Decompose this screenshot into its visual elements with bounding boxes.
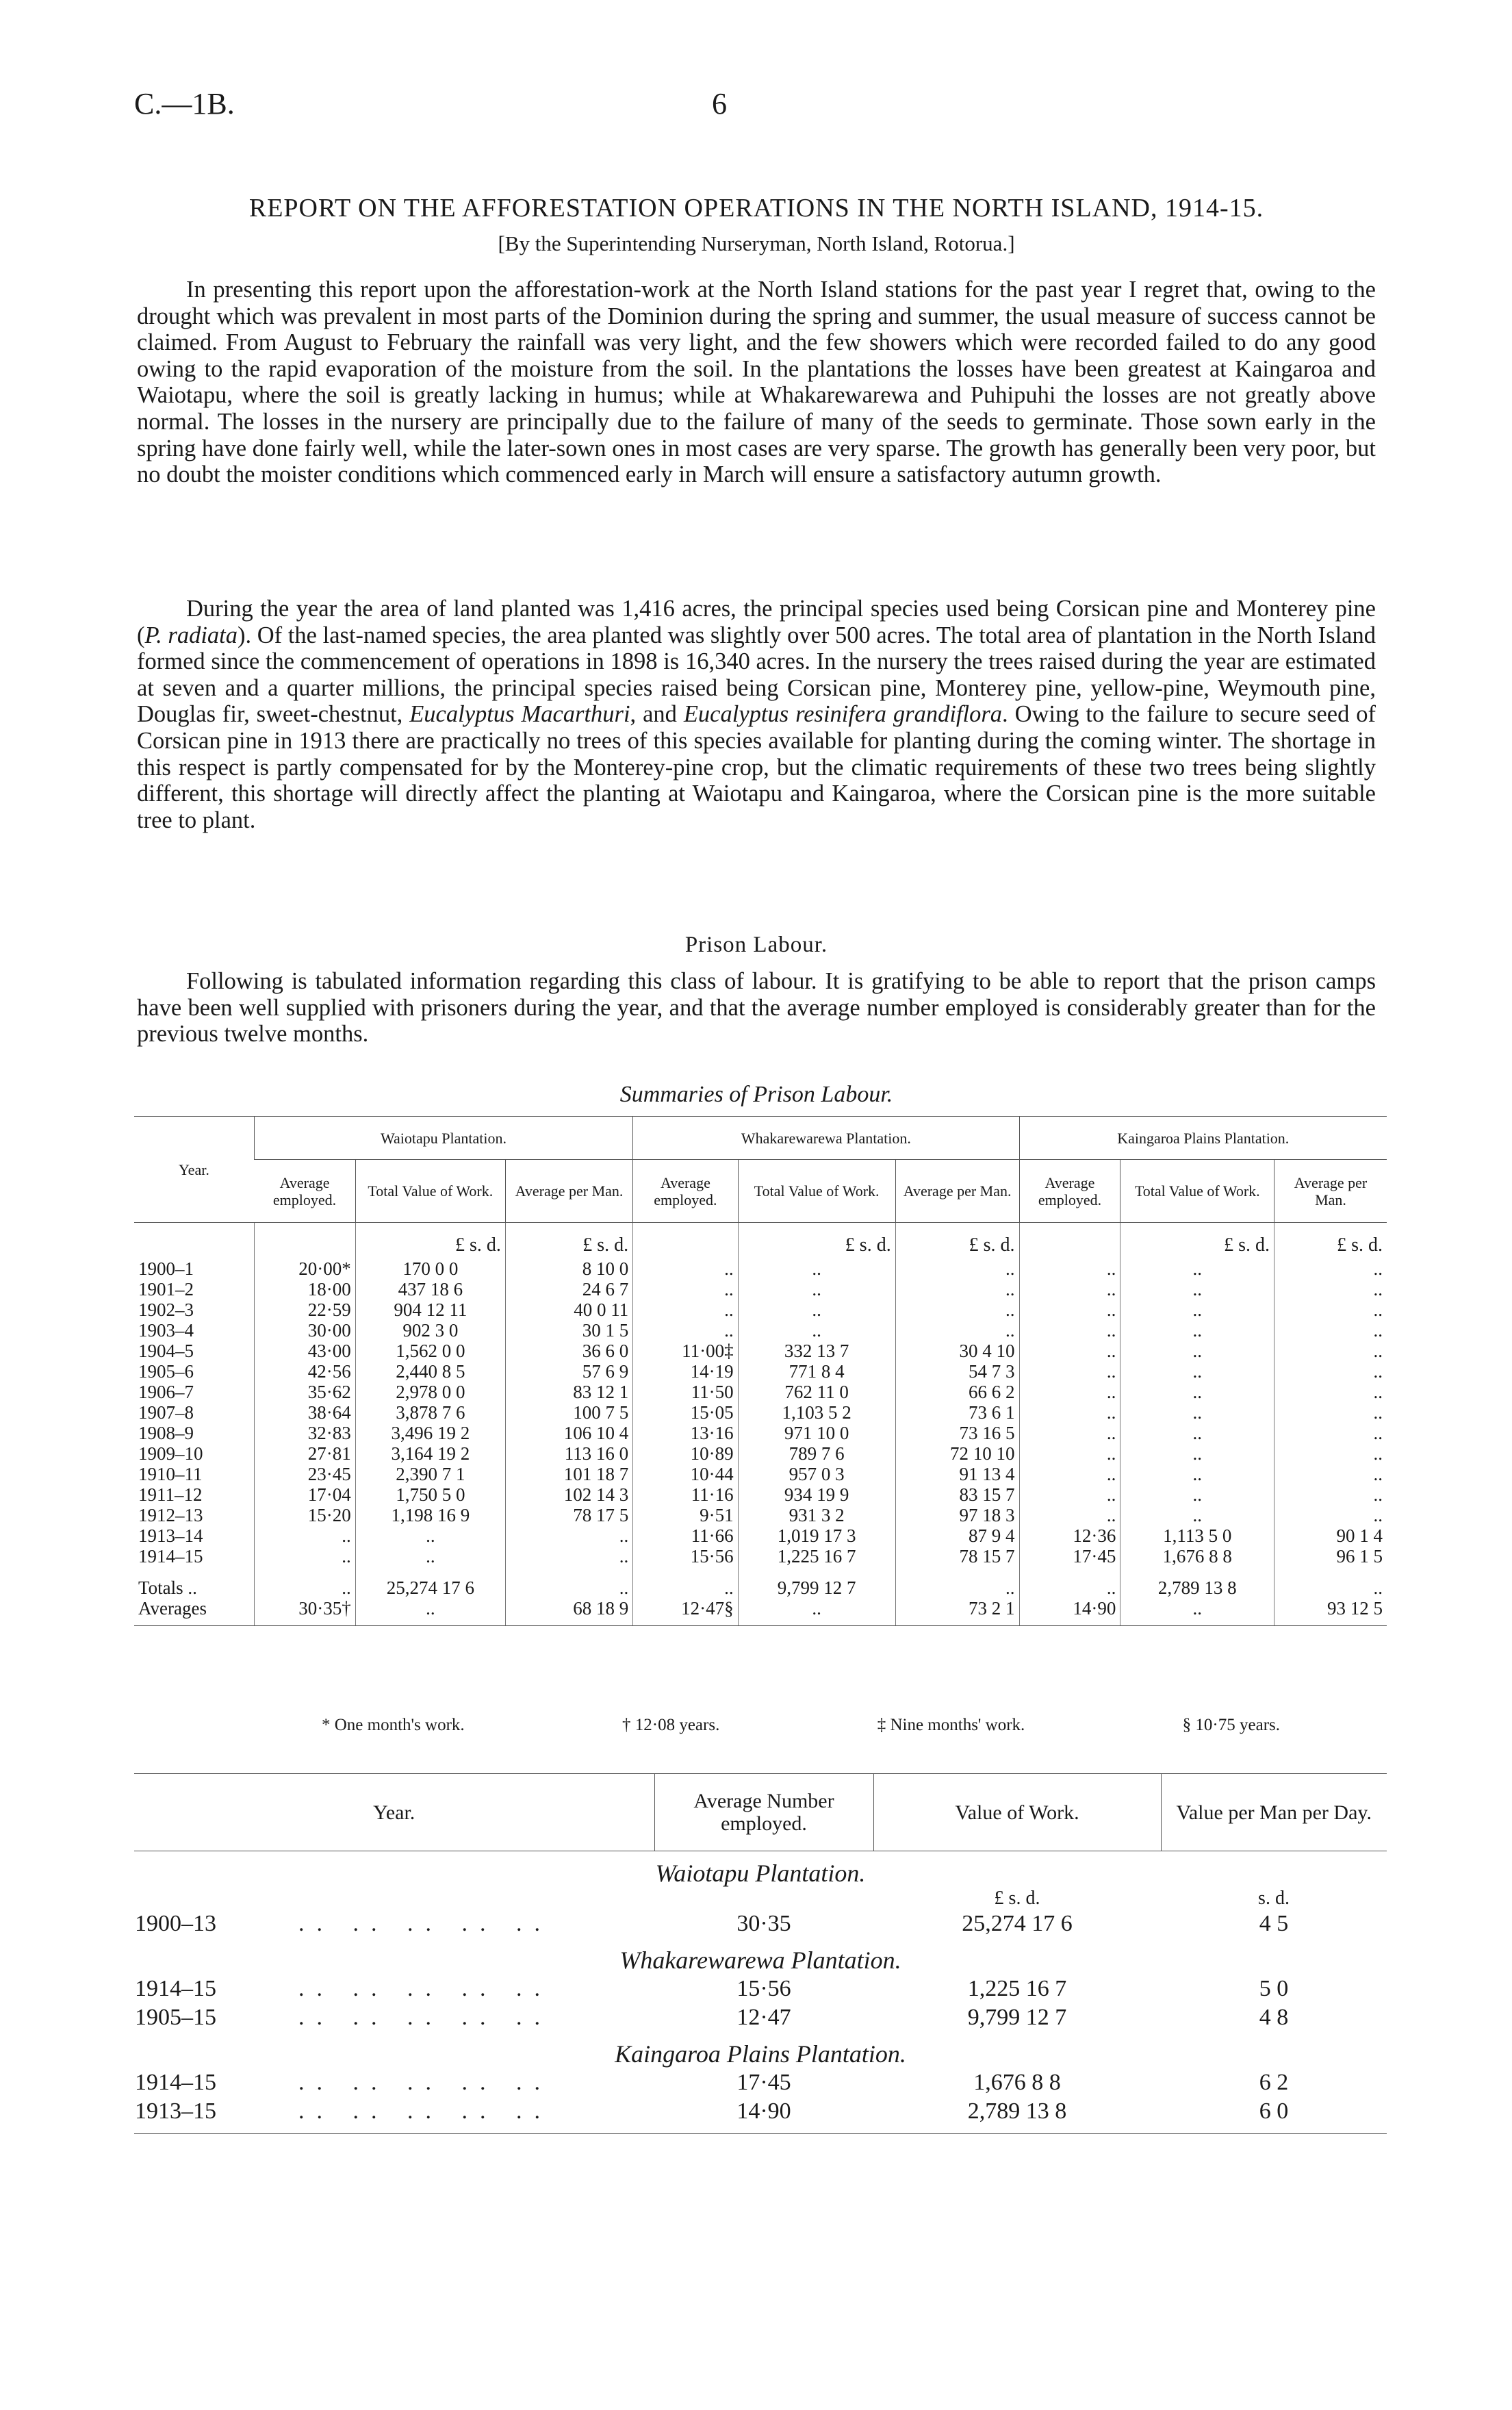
cell-w-employed: .. xyxy=(254,1566,355,1598)
paragraph-2-part-a: During the year the area of land planted was 1,416 acres, the principal species used being Corsican pine and Monterey pine ( xyxy=(137,596,1376,648)
cell-wh-employed: 10·44 xyxy=(633,1464,738,1484)
cell-year: 1908–9 xyxy=(138,1423,194,1443)
cell-w-per-man: 36 6 0 xyxy=(505,1341,632,1361)
table-row xyxy=(134,1443,1387,1464)
cell-k-total: .. xyxy=(1120,1382,1274,1402)
cell-w-employed: 22·59 xyxy=(254,1299,355,1320)
cell-wh-employed: 15·56 xyxy=(633,1546,738,1566)
report-title: REPORT ON THE AFFORESTATION OPERATIONS IN THE NORTH ISLAND, 1914-15. xyxy=(248,194,1264,223)
cell-w-total: .. xyxy=(355,1598,505,1626)
cell-year: 1902–3 xyxy=(138,1299,194,1320)
paragraph-1 xyxy=(137,277,1376,488)
cell-k-employed: .. xyxy=(1019,1505,1120,1525)
cell-k-total: .. xyxy=(1120,1361,1274,1382)
t2-cell-per-day: 6 0 xyxy=(1161,2097,1387,2134)
t2-year-value: 1914–15 xyxy=(135,2070,216,2095)
cell-wh-total: 332 13 7 xyxy=(738,1341,895,1361)
t2-cell-per-day: 6 2 xyxy=(1259,2070,1289,2095)
cell-w-per-man: 100 7 5 xyxy=(505,1402,632,1423)
t2-year-header: Year. xyxy=(134,1774,654,1851)
t2-leader-dots: .. .. .. .. .. xyxy=(298,2098,552,2124)
paragraph-3-text: Following is tabulated information regarding this class of labour. It is gratifying to be able to report that the prison camps have been well supplied with prisoners during the year, and that the average number employed is considerably greater than for the previous twelve months. xyxy=(137,968,1376,1048)
col-total-value: Total Value of Work. xyxy=(738,1160,895,1223)
cell-w-per-man: 8 10 0 xyxy=(505,1258,632,1279)
cell-wh-total: 9,799 12 7 xyxy=(738,1566,895,1598)
paragraph-2-part-b: ). Of the last-named species, the area planted was slightly over 500 acres. The total area of plantation in the North Island formed since the commencement of operations in 1898 is 16,340 acres. In the nursery the trees raised during the year are estimated at seven and a quarter millions, the principal species raised being Corsican pine, Monterey pine, yellow-pine, Weymouth pine, Douglas fir, sweet-chestnut, xyxy=(137,622,1376,728)
cell-k-per-man: .. xyxy=(1274,1299,1387,1320)
group-waiotapu: Waiotapu Plantation. xyxy=(254,1117,632,1160)
table-footnotes xyxy=(322,1716,1280,1735)
page-number: 6 xyxy=(712,87,727,120)
t2-year-value: 1914–15 xyxy=(135,1976,216,2001)
cell-w-employed: 38·64 xyxy=(254,1402,355,1423)
cell-wh-total: .. xyxy=(738,1320,895,1341)
t2-cell-year xyxy=(134,1975,654,2003)
col-average-employed: Average employed. xyxy=(254,1160,355,1223)
footnote: † 12·08 years. xyxy=(622,1716,720,1734)
cell-wh-per-man: .. xyxy=(895,1320,1019,1341)
cell-w-per-man: 106 10 4 xyxy=(505,1423,632,1443)
cell-year: 1913–14 xyxy=(138,1525,203,1546)
t2-cell-employed: 30·35 xyxy=(736,1911,791,1936)
cell-k-employed: .. xyxy=(1019,1341,1120,1361)
cell-w-total: 3,496 19 2 xyxy=(355,1423,505,1443)
table-row xyxy=(134,1525,1387,1546)
t2-cell-year xyxy=(134,1910,654,1938)
t2-row xyxy=(134,2097,1387,2134)
t2-leader-dots: .. .. .. .. .. xyxy=(298,2005,552,2030)
cell-wh-per-man: 54 7 3 xyxy=(895,1361,1019,1382)
table-row xyxy=(134,1402,1387,1423)
col-average-per-man: Average per Man. xyxy=(895,1160,1019,1223)
cell-wh-per-man: 91 13 4 xyxy=(895,1464,1019,1484)
cell-w-per-man: 102 14 3 xyxy=(505,1484,632,1505)
cell-k-employed: .. xyxy=(1019,1484,1120,1505)
t2-value-header: Value of Work. xyxy=(873,1774,1161,1851)
t2-per-day-header: Value per Man per Day. xyxy=(1161,1774,1387,1851)
cell-wh-per-man: 83 15 7 xyxy=(895,1484,1019,1505)
t2-row xyxy=(134,2068,1387,2097)
cell-wh-employed: .. xyxy=(633,1258,738,1279)
cell-k-per-man: .. xyxy=(1274,1566,1387,1598)
cell-wh-per-man: 87 9 4 xyxy=(895,1525,1019,1546)
cell-k-total: .. xyxy=(1120,1598,1274,1626)
t2-cell-employed: 12·47 xyxy=(736,2005,791,2030)
cell-k-total: .. xyxy=(1120,1464,1274,1484)
cell-year: 1906–7 xyxy=(138,1382,194,1402)
unit-label: £ s. d. xyxy=(505,1223,632,1259)
table-row xyxy=(134,1258,1387,1279)
cell-k-total: .. xyxy=(1120,1299,1274,1320)
cell-k-total: .. xyxy=(1120,1279,1274,1299)
cell-w-per-man: 101 18 7 xyxy=(505,1464,632,1484)
cell-wh-per-man: 73 16 5 xyxy=(895,1423,1019,1443)
cell-k-per-man: .. xyxy=(1274,1361,1387,1382)
unit-label: £ s. d. xyxy=(1274,1223,1387,1259)
col-total-value: Total Value of Work. xyxy=(355,1160,505,1223)
t2-cell-value: 2,789 13 8 xyxy=(873,2097,1161,2134)
unit-label: £ s. d. xyxy=(355,1223,505,1259)
t2-cell-employed: 14·90 xyxy=(654,2097,873,2134)
t2-cell-per-day: 5 0 xyxy=(1259,1976,1289,2001)
cell-wh-total: 1,225 16 7 xyxy=(738,1546,895,1566)
cell-k-per-man: 90 1 4 xyxy=(1274,1525,1387,1546)
cell-wh-per-man: .. xyxy=(895,1279,1019,1299)
cell-k-total: .. xyxy=(1120,1423,1274,1443)
cell-k-per-man: .. xyxy=(1274,1258,1387,1279)
cell-k-per-man: .. xyxy=(1274,1320,1387,1341)
table-row xyxy=(134,1320,1387,1341)
cell-k-per-man: .. xyxy=(1274,1341,1387,1361)
cell-w-total: 1,750 5 0 xyxy=(355,1484,505,1505)
cell-w-employed: 27·81 xyxy=(254,1443,355,1464)
t2-employed-header: Average Number employed. xyxy=(654,1774,873,1851)
cell-w-total: 904 12 11 xyxy=(355,1299,505,1320)
cell-wh-employed: 12·47§ xyxy=(633,1598,738,1626)
cell-wh-total: 1,019 17 3 xyxy=(738,1525,895,1546)
cell-year: 1910–11 xyxy=(138,1464,203,1484)
cell-w-employed: 15·20 xyxy=(254,1505,355,1525)
t2-row xyxy=(134,2003,1387,2032)
cell-k-total: .. xyxy=(1120,1341,1274,1361)
t2-cell-value: 1,225 16 7 xyxy=(967,1976,1067,2001)
cell-w-per-man: 113 16 0 xyxy=(505,1443,632,1464)
cell-wh-total: 789 7 6 xyxy=(738,1443,895,1464)
paragraph-2-part-c: , and xyxy=(630,701,684,728)
cell-year: 1907–8 xyxy=(138,1402,194,1423)
cell-k-employed: .. xyxy=(1019,1423,1120,1443)
table-row xyxy=(134,1505,1387,1525)
cell-w-per-man: 78 17 5 xyxy=(505,1505,632,1525)
cell-w-per-man: 30 1 5 xyxy=(505,1320,632,1341)
paragraph-1-text: In presenting this report upon the afforestation-work at the North Island stations for the past year I regret that, owing to the drought which was prevalent in most parts of the Dominion during the spring and summer, the usual measure of success cannot be claimed. From August to February the rainfall was very light, and the few showers which were recorded failed to do any good owing to the rapid evaporation of the moisture from the soil. In the plantations the losses have been greatest at Kaingaroa and Waiotapu, where the soil is greatly lacking in humus; while at Whakarewarewa and Puhipuhi the losses are not greatly above normal. The losses in the nursery are principally due to the failure of many of the seeds to germinate. Those sown early in the spring have done fairly well, while the later-sown ones in most cases are very sparse. The growth has generally been very poor, but no doubt the moister conditions which commenced early in March will ensure a satisfactory autumn growth. xyxy=(137,277,1376,488)
cell-year: Totals .. xyxy=(138,1577,197,1598)
cell-w-total: 902 3 0 xyxy=(355,1320,505,1341)
cell-wh-per-man: 66 6 2 xyxy=(895,1382,1019,1402)
cell-k-employed: .. xyxy=(1019,1361,1120,1382)
cell-k-employed: .. xyxy=(1019,1402,1120,1423)
plantation-subheading: Kaingaroa Plains Plantation. xyxy=(615,2040,906,2068)
cell-wh-per-man: 73 2 1 xyxy=(895,1598,1019,1626)
cell-w-employed: 30·35† xyxy=(254,1598,355,1626)
table-row xyxy=(134,1546,1387,1566)
cell-k-per-man: .. xyxy=(1274,1279,1387,1299)
cell-wh-per-man: .. xyxy=(895,1299,1019,1320)
t2-cell-value: 25,274 17 6 xyxy=(962,1911,1073,1936)
cell-w-total: 1,198 16 9 xyxy=(355,1505,505,1525)
cell-wh-employed: 9·51 xyxy=(633,1505,738,1525)
cell-k-employed: .. xyxy=(1019,1299,1120,1320)
cell-year: 1900–1 xyxy=(138,1258,194,1279)
cell-wh-total: 762 11 0 xyxy=(738,1382,895,1402)
t2-row xyxy=(134,1910,1387,1938)
cell-w-total: 1,562 0 0 xyxy=(355,1341,505,1361)
t2-cell-value: 1,676 8 8 xyxy=(973,2070,1061,2095)
unit-label: £ s. d. xyxy=(895,1223,1019,1259)
t2-cell-per-day: 4 5 xyxy=(1259,1911,1289,1936)
cell-w-per-man: .. xyxy=(505,1525,632,1546)
cell-k-total: .. xyxy=(1120,1484,1274,1505)
t2-unit-label: s. d. xyxy=(1258,1888,1290,1909)
cell-wh-per-man: 78 15 7 xyxy=(895,1546,1019,1566)
cell-k-employed: .. xyxy=(1019,1320,1120,1341)
t2-cell-employed: 15·56 xyxy=(736,1976,791,2001)
table-row xyxy=(134,1484,1387,1505)
group-kaingaroa: Kaingaroa Plains Plantation. xyxy=(1019,1117,1387,1160)
cell-year: 1901–2 xyxy=(138,1279,194,1299)
cell-wh-total: .. xyxy=(738,1598,895,1626)
cell-wh-total: 971 10 0 xyxy=(738,1423,895,1443)
t2-cell-year xyxy=(134,2003,654,2032)
cell-year: 1914–15 xyxy=(138,1546,203,1566)
col-average-per-man: Average per Man. xyxy=(505,1160,632,1223)
cell-k-total: 1,676 8 8 xyxy=(1120,1546,1274,1566)
paragraph-2-italic-1: P. radiata xyxy=(144,622,238,648)
cell-year: 1903–4 xyxy=(138,1320,194,1341)
group-whakarewarewa: Whakarewarewa Plantation. xyxy=(633,1117,1019,1160)
cell-w-employed: 30·00 xyxy=(254,1320,355,1341)
cell-wh-employed: 11·66 xyxy=(633,1525,738,1546)
table-row xyxy=(134,1341,1387,1361)
t2-cell-value: 9,799 12 7 xyxy=(967,2005,1067,2030)
table-row xyxy=(134,1279,1387,1299)
cell-w-total: .. xyxy=(355,1525,505,1546)
cell-wh-employed: 11·16 xyxy=(633,1484,738,1505)
cell-w-employed: 43·00 xyxy=(254,1341,355,1361)
cell-k-employed: 17·45 xyxy=(1019,1546,1120,1566)
units-row xyxy=(134,1223,1387,1259)
col-average-employed: Average employed. xyxy=(1019,1160,1120,1223)
cell-wh-employed: 11·00‡ xyxy=(633,1341,738,1361)
cell-k-per-man: .. xyxy=(1274,1423,1387,1443)
cell-k-per-man: 93 12 5 xyxy=(1274,1598,1387,1626)
paragraph-2-italic-3: Eucalyptus resinifera grandiflora xyxy=(683,701,1003,728)
plantation-subheading-row xyxy=(134,2032,1387,2068)
cell-w-employed: 42·56 xyxy=(254,1361,355,1382)
cell-wh-employed: .. xyxy=(633,1279,738,1299)
document-code: C.—1B. xyxy=(134,87,235,120)
t2-cell-per-day: 4 8 xyxy=(1259,2005,1289,2030)
t2-year-value: 1900–13 xyxy=(135,1911,216,1936)
cell-year: 1904–5 xyxy=(138,1341,194,1361)
section-heading: Prison Labour. xyxy=(684,933,828,957)
cell-k-employed: .. xyxy=(1019,1566,1120,1598)
cell-wh-employed: .. xyxy=(633,1320,738,1341)
cell-wh-employed: 14·19 xyxy=(633,1361,738,1382)
cell-k-per-man: .. xyxy=(1274,1402,1387,1423)
cell-k-per-man: .. xyxy=(1274,1464,1387,1484)
plantation-subheading: Waiotapu Plantation. xyxy=(655,1860,866,1887)
cell-k-total: .. xyxy=(1120,1402,1274,1423)
cell-w-employed: 17·04 xyxy=(254,1484,355,1505)
cell-k-per-man: .. xyxy=(1274,1505,1387,1525)
table-row xyxy=(134,1423,1387,1443)
cell-wh-employed: 10·89 xyxy=(633,1443,738,1464)
footnote: § 10·75 years. xyxy=(1182,1716,1280,1734)
cell-k-employed: .. xyxy=(1019,1443,1120,1464)
t2-unit-label: £ s. d. xyxy=(994,1888,1040,1909)
t2-year-value: 1913–15 xyxy=(135,2098,216,2124)
cell-w-per-man: 40 0 11 xyxy=(505,1299,632,1320)
t2-cell-year xyxy=(134,2068,654,2097)
cell-wh-total: .. xyxy=(738,1279,895,1299)
t2-leader-dots: .. .. .. .. .. xyxy=(298,2070,552,2095)
paragraph-2 xyxy=(137,596,1376,833)
value-per-man-table xyxy=(134,1773,1387,2134)
cell-wh-employed: .. xyxy=(633,1299,738,1320)
cell-wh-total: .. xyxy=(738,1299,895,1320)
year-header: Year. xyxy=(134,1117,254,1223)
unit-label: £ s. d. xyxy=(738,1223,895,1259)
footnote: * One month's work. xyxy=(322,1716,465,1734)
plantation-subheading: Whakarewarewa Plantation. xyxy=(619,1946,901,1974)
averages-row xyxy=(134,1598,1387,1626)
cell-wh-per-man: 97 18 3 xyxy=(895,1505,1019,1525)
cell-w-per-man: 68 18 9 xyxy=(505,1598,632,1626)
cell-year: 1909–10 xyxy=(138,1443,203,1464)
cell-w-employed: 35·62 xyxy=(254,1382,355,1402)
t2-cell-employed: 17·45 xyxy=(736,2070,791,2095)
table-row xyxy=(134,1382,1387,1402)
cell-k-total: .. xyxy=(1120,1443,1274,1464)
cell-w-total: 2,390 7 1 xyxy=(355,1464,505,1484)
cell-wh-per-man: 73 6 1 xyxy=(895,1402,1019,1423)
cell-w-total: 2,440 8 5 xyxy=(355,1361,505,1382)
cell-k-total: 1,113 5 0 xyxy=(1120,1525,1274,1546)
cell-w-employed: .. xyxy=(254,1546,355,1566)
prison-labour-summary-table xyxy=(134,1116,1387,1626)
t2-year-value: 1905–15 xyxy=(135,2005,216,2030)
cell-wh-total: 957 0 3 xyxy=(738,1464,895,1484)
cell-k-employed: .. xyxy=(1019,1258,1120,1279)
cell-w-per-man: 24 6 7 xyxy=(505,1279,632,1299)
cell-w-total: .. xyxy=(355,1546,505,1566)
table-row xyxy=(134,1299,1387,1320)
cell-w-per-man: 83 12 1 xyxy=(505,1382,632,1402)
t2-cell-year xyxy=(134,2097,654,2134)
cell-k-total: .. xyxy=(1120,1258,1274,1279)
table-row xyxy=(134,1361,1387,1382)
paragraph-3 xyxy=(137,968,1376,1048)
paragraph-2-italic-2: Eucalyptus Macarthuri xyxy=(409,701,630,728)
cell-w-employed: 23·45 xyxy=(254,1464,355,1484)
table-row xyxy=(134,1464,1387,1484)
cell-year: 1912–13 xyxy=(138,1505,203,1525)
cell-wh-employed: 13·16 xyxy=(633,1423,738,1443)
cell-wh-total: .. xyxy=(738,1258,895,1279)
cell-wh-total: 931 3 2 xyxy=(738,1505,895,1525)
cell-w-total: 25,274 17 6 xyxy=(355,1566,505,1598)
cell-wh-employed: .. xyxy=(633,1566,738,1598)
t2-row xyxy=(134,1975,1387,2003)
cell-wh-employed: 11·50 xyxy=(633,1382,738,1402)
plantation-subheading-row xyxy=(134,1851,1387,1888)
cell-wh-employed: 15·05 xyxy=(633,1402,738,1423)
report-byline: [By the Superintending Nurseryman, North Island, Rotorua.] xyxy=(498,231,1015,255)
cell-k-total: 2,789 13 8 xyxy=(1120,1566,1274,1598)
cell-k-employed: .. xyxy=(1019,1464,1120,1484)
cell-k-per-man: .. xyxy=(1274,1484,1387,1505)
cell-w-per-man: 57 6 9 xyxy=(505,1361,632,1382)
cell-k-total: .. xyxy=(1120,1320,1274,1341)
cell-w-employed: .. xyxy=(254,1525,355,1546)
cell-wh-total: 934 19 9 xyxy=(738,1484,895,1505)
cell-k-total: .. xyxy=(1120,1505,1274,1525)
unit-label: £ s. d. xyxy=(1120,1223,1274,1259)
col-average-per-man: Average per Man. xyxy=(1274,1160,1387,1223)
footnote: ‡ Nine months' work. xyxy=(877,1716,1025,1734)
cell-k-per-man: .. xyxy=(1274,1443,1387,1464)
cell-wh-per-man: 72 10 10 xyxy=(895,1443,1019,1464)
cell-wh-per-man: .. xyxy=(895,1566,1019,1598)
table-caption: Summaries of Prison Labour. xyxy=(619,1082,893,1107)
plantation-subheading-row xyxy=(134,1938,1387,1975)
cell-wh-total: 771 8 4 xyxy=(738,1361,895,1382)
cell-k-per-man: 96 1 5 xyxy=(1274,1546,1387,1566)
cell-w-total: 2,978 0 0 xyxy=(355,1382,505,1402)
t2-leader-dots: .. .. .. .. .. xyxy=(298,1976,552,2001)
cell-wh-per-man: .. xyxy=(895,1258,1019,1279)
totals-row xyxy=(134,1566,1387,1598)
cell-k-employed: 12·36 xyxy=(1019,1525,1120,1546)
cell-k-per-man: .. xyxy=(1274,1382,1387,1402)
cell-year: 1911–12 xyxy=(138,1484,203,1505)
col-average-employed: Average employed. xyxy=(633,1160,738,1223)
cell-w-employed: 18·00 xyxy=(254,1279,355,1299)
cell-k-employed: .. xyxy=(1019,1279,1120,1299)
cell-wh-total: 1,103 5 2 xyxy=(738,1402,895,1423)
cell-year: 1905–6 xyxy=(138,1361,194,1382)
cell-year: Averages xyxy=(134,1598,254,1626)
cell-w-employed: 32·83 xyxy=(254,1423,355,1443)
cell-k-employed: .. xyxy=(1019,1382,1120,1402)
cell-w-total: 3,164 19 2 xyxy=(355,1443,505,1464)
cell-w-total: 3,878 7 6 xyxy=(355,1402,505,1423)
cell-w-total: 170 0 0 xyxy=(355,1258,505,1279)
cell-w-per-man: .. xyxy=(505,1566,632,1598)
cell-wh-per-man: 30 4 10 xyxy=(895,1341,1019,1361)
cell-w-total: 437 18 6 xyxy=(355,1279,505,1299)
paragraph-2-part-d: . Owing to the failure to secure seed of Corsican pine in 1913 there are practically no trees of this species available for planting during the coming winter. The shortage in this respect is partly compensated for by the Monterey-pine crop, but the climatic requirements of these two trees being slightly different, this shortage will directly affect the planting at Waiotapu and Kaingaroa, where the Corsican pine is the more suitable tree to plant. xyxy=(137,701,1376,833)
cell-w-per-man: .. xyxy=(505,1546,632,1566)
cell-k-employed: 14·90 xyxy=(1019,1598,1120,1626)
cell-w-employed: 20·00* xyxy=(254,1258,355,1279)
t2-leader-dots: .. .. .. .. .. xyxy=(298,1911,552,1936)
col-total-value: Total Value of Work. xyxy=(1120,1160,1274,1223)
t2-units-row xyxy=(134,1888,1387,1910)
